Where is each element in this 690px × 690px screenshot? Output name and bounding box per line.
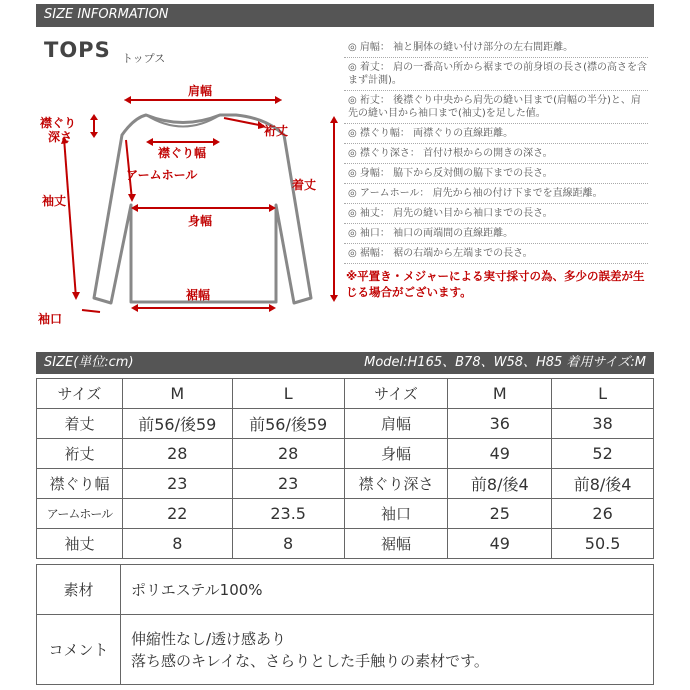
label-kata-haba: 肩幅 [188,84,213,98]
table-cell: 袖口 [344,499,448,529]
comment-key: コメント [37,615,121,685]
label-erikuri-fukasa-1: 襟ぐり [40,116,77,130]
note-erikuri-fukasa: ◎ 襟ぐり深さ： 首付け根からの開きの深さ。 [344,144,648,164]
table-cell: 28 [122,439,232,469]
comment-value [121,615,654,685]
material-key: 素材 [37,565,121,615]
table-row [37,529,654,559]
tops-diagram [36,30,340,348]
comment-row [37,615,654,685]
label-mi-haba: 身幅 [188,214,213,228]
table-cell: 前8/後4 [448,469,552,499]
table-cell: L [232,379,344,409]
size-unit-header [36,352,654,374]
measurement-notes [344,38,648,300]
table-cell: M [448,379,552,409]
table-cell: 8 [232,529,344,559]
tops-title: TOPS [44,38,111,62]
table-cell: 25 [448,499,552,529]
table-cell: 52 [552,439,654,469]
table-cell: 裄丈 [37,439,123,469]
table-cell: サイズ [37,379,123,409]
label-erikuri-haba: 襟ぐり幅 [158,146,207,160]
table-cell: 袖丈 [37,529,123,559]
table-cell: 前56/後59 [122,409,232,439]
table-row [37,439,654,469]
table-row [37,469,654,499]
note-yuki-take: ◎ 裄丈： 後襟ぐり中央から肩先の縫い目まで(肩幅の半分)と、肩先の縫い目から袖口まで(袖丈)を足した値。 [344,91,648,124]
table-cell: 裾幅 [344,529,448,559]
tops-subtitle: トップス [122,52,166,65]
label-ki-take: 着丈 [292,178,317,192]
table-cell: 着丈 [37,409,123,439]
note-sode-take: ◎ 袖丈： 肩先の縫い目から袖口までの長さ。 [344,204,648,224]
table-cell: M [122,379,232,409]
label-sode-guchi: 袖口 [38,312,63,326]
table-cell: 22 [122,499,232,529]
table-row [37,409,654,439]
table-cell: 襟ぐり深さ [344,469,448,499]
label-suso-haba: 裾幅 [186,288,211,302]
measurement-warning: ※平置き・メジャーによる実寸採寸の為、多少の誤差が生じる場合がございます。 [346,269,645,299]
table-cell: 38 [552,409,654,439]
table-cell: 23 [122,469,232,499]
table-cell: 49 [448,529,552,559]
note-erikuri-haba: ◎ 襟ぐり幅： 両襟ぐりの直線距離。 [344,124,648,144]
table-cell: 36 [448,409,552,439]
material-value: ポリエステル100% [121,565,654,615]
table-cell: 前8/後4 [552,469,654,499]
table-cell: 襟ぐり幅 [37,469,123,499]
table-cell: 26 [552,499,654,529]
note-kata-haba: ◎ 肩幅： 袖と胴体の縫い付け部分の左右間距離。 [344,38,648,58]
table-cell: 8 [122,529,232,559]
table-cell: 肩幅 [344,409,448,439]
note-ki-take: ◎ 着丈： 肩の一番高い所から裾までの前身頃の長さ(襟の高さを含まず計測)。 [344,58,648,91]
note-mi-haba: ◎ 身幅： 脇下から反対側の脇下までの長さ。 [344,164,648,184]
table-cell: 身幅 [344,439,448,469]
table-row [37,499,654,529]
size-table [36,378,654,559]
model-info: Model:H165、B78、W58、H85 着用サイズ:M [364,355,646,370]
note-sode-guchi: ◎ 袖口： 袖口の両端間の直線距離。 [344,224,648,244]
table-cell: 23.5 [232,499,344,529]
table-cell: サイズ [344,379,448,409]
comment-line-1: 伸縮性なし/透け感あり [131,629,287,648]
table-row [37,379,654,409]
label-sode-take: 袖丈 [42,194,67,208]
table-cell: 49 [448,439,552,469]
info-table [36,564,654,685]
table-cell: L [552,379,654,409]
table-cell: 前56/後59 [232,409,344,439]
label-erikuri-fukasa-2: 深さ [48,130,73,144]
material-row [37,565,654,615]
label-yuki-take: 裄丈 [264,124,289,138]
table-cell: 50.5 [552,529,654,559]
size-information-title: SIZE INFORMATION [44,7,169,22]
note-arm-hole: ◎ アームホール： 肩先から袖の付け下までを直線距離。 [344,184,648,204]
label-arm-hole: アームホール [126,168,198,182]
table-cell: アームホール [37,499,123,529]
table-cell: 28 [232,439,344,469]
size-information-header [36,4,654,27]
table-cell: 23 [232,469,344,499]
note-suso-haba: ◎ 裾幅： 裾の右端から左端までの長さ。 [344,244,648,264]
comment-line-2: 落ち感のキレイな、さらりとした手触りの素材です。 [131,651,489,670]
size-unit-label: SIZE(単位:cm) [44,355,134,370]
